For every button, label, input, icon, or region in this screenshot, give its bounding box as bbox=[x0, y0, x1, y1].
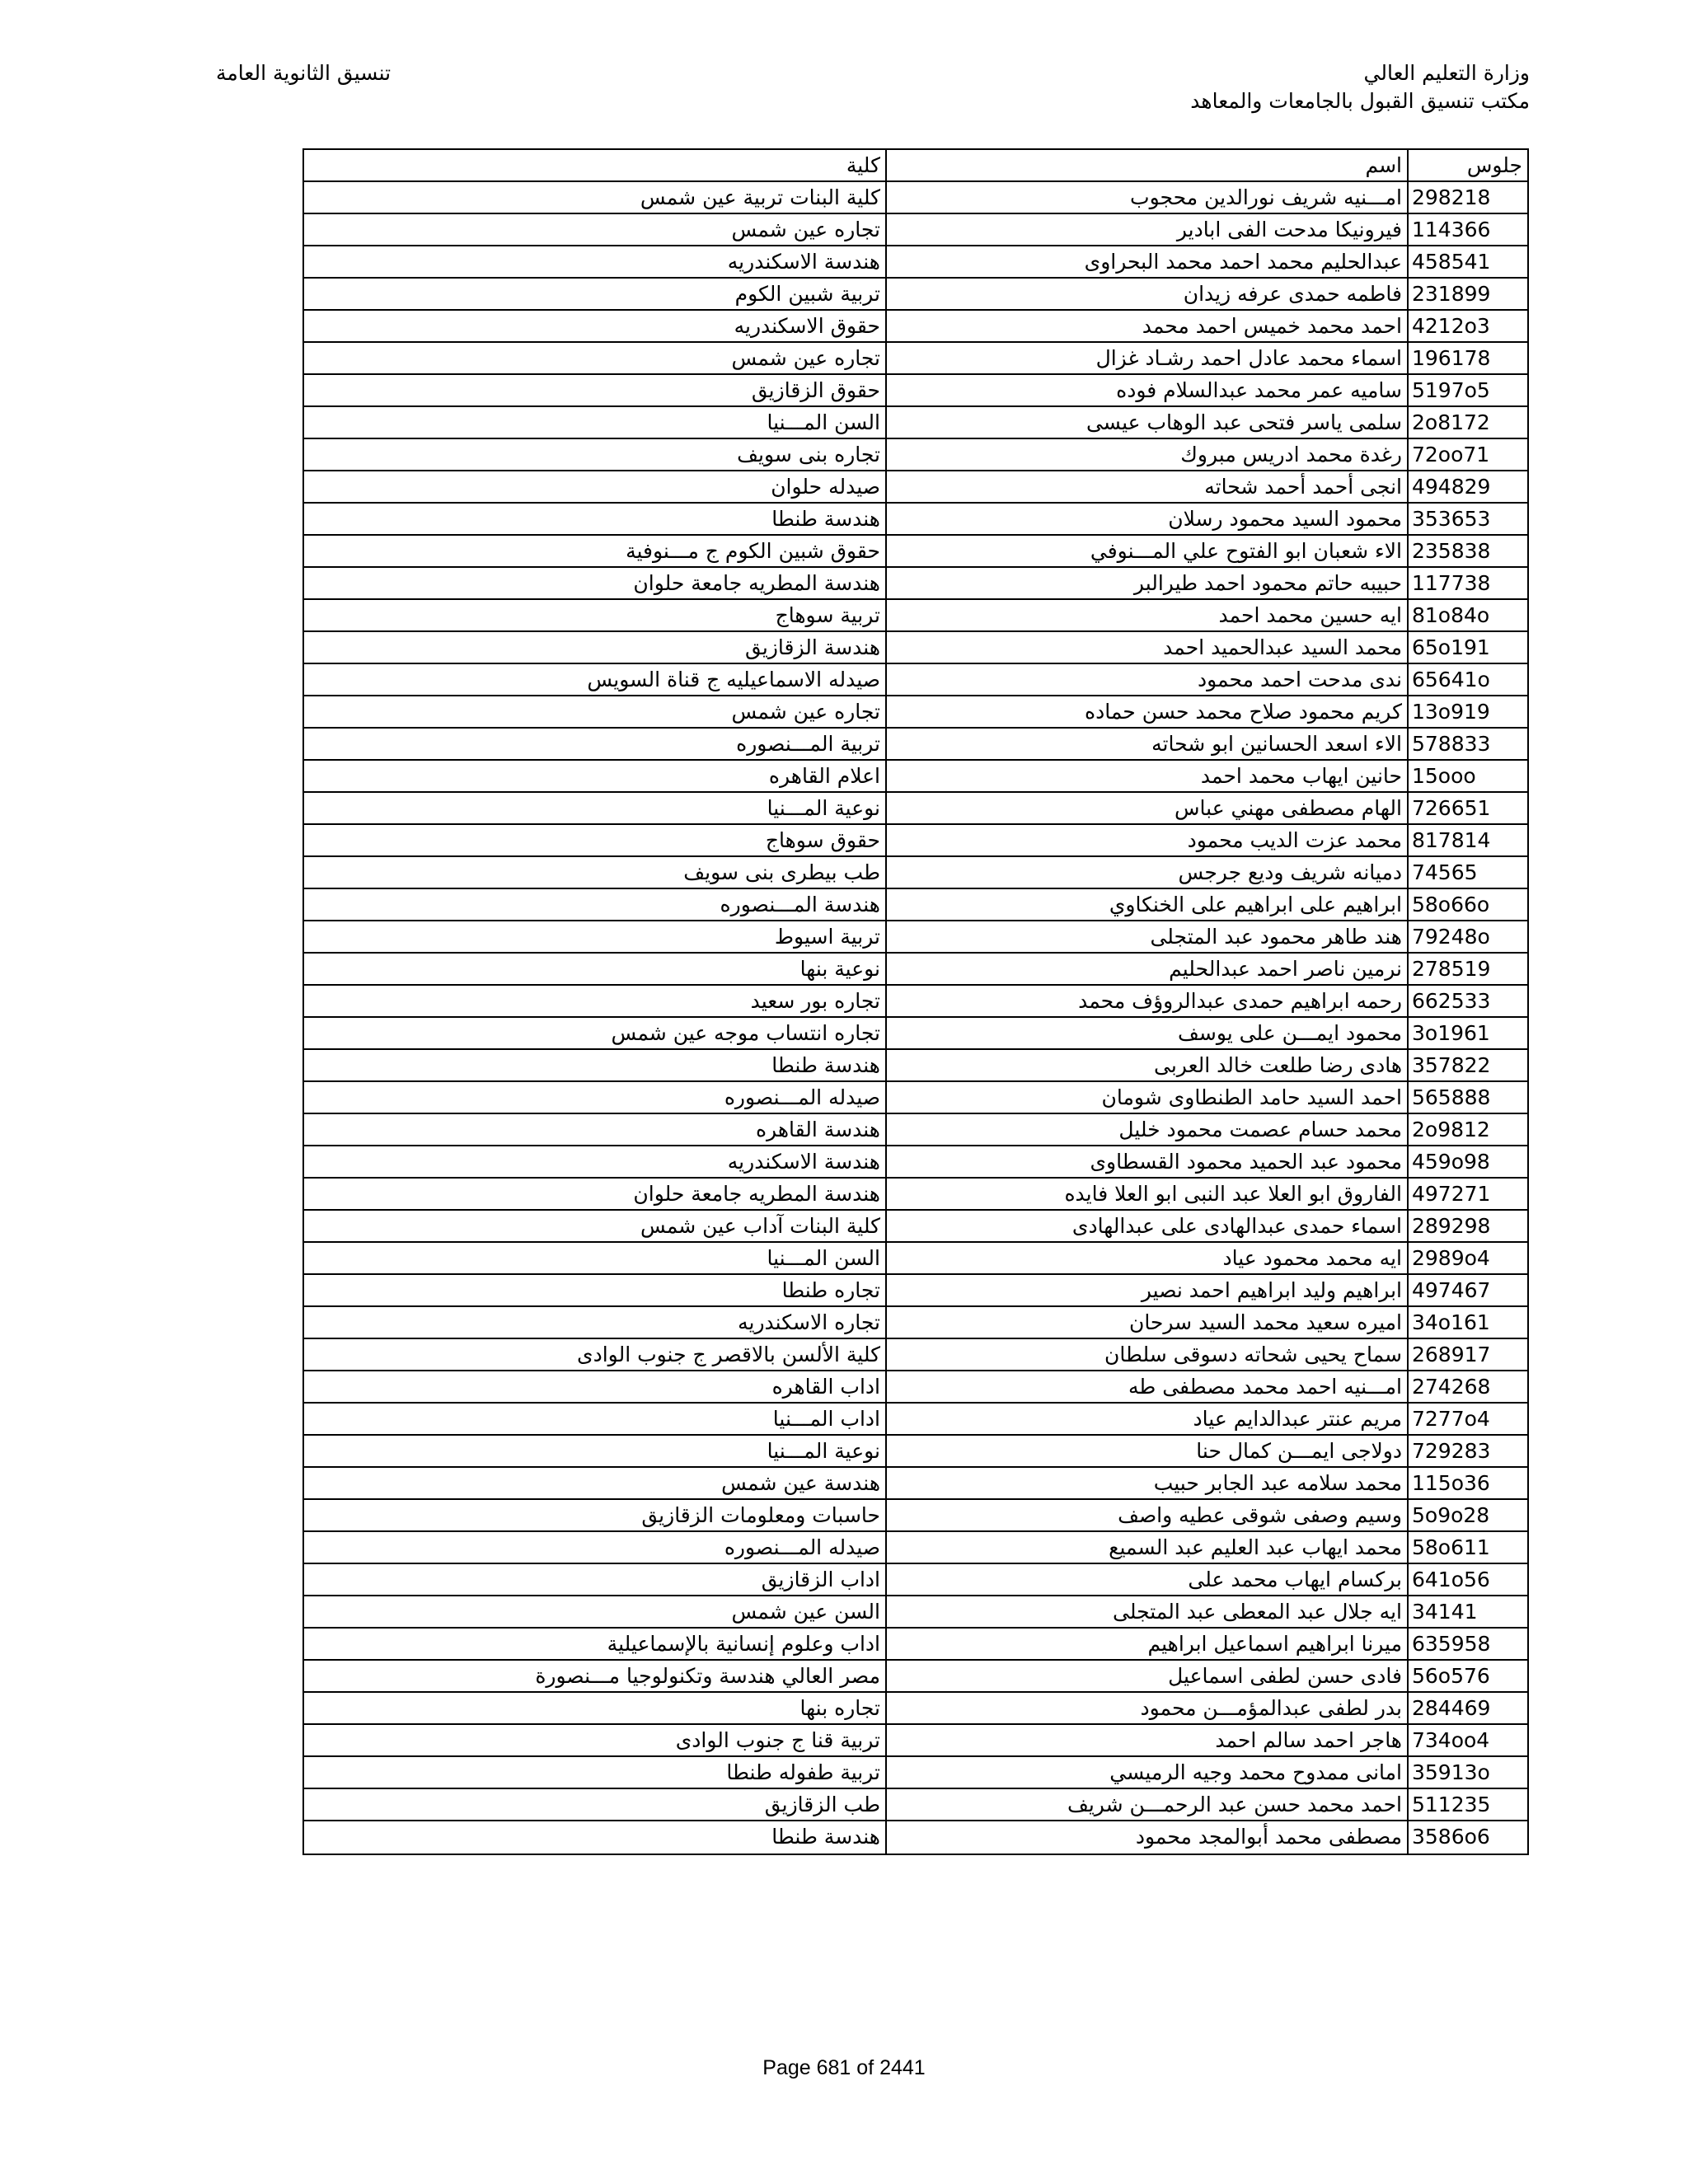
seat-cell: 458541 bbox=[1412, 250, 1491, 274]
seat-cell: 115o36 bbox=[1412, 1471, 1490, 1495]
college-cell: حاسبات ومعلومات الزقازيق bbox=[304, 1500, 887, 1530]
college-cell: تجاره عين شمس bbox=[304, 343, 887, 373]
seat-cell: 196178 bbox=[1412, 346, 1491, 370]
seat-cell: 497271 bbox=[1412, 1182, 1491, 1206]
college-cell: اداب المـــنيا bbox=[304, 1404, 887, 1434]
seat-cell: 79248o bbox=[1412, 925, 1490, 949]
name-cell: ندى مدحت احمد محمود bbox=[887, 664, 1409, 695]
college-cell: اداب الزقازيق bbox=[304, 1564, 887, 1595]
seat-cell: 565888 bbox=[1412, 1085, 1491, 1109]
name-cell: مصطفى محمد أبوالمجد محمود bbox=[887, 1821, 1409, 1854]
name-cell: امـــنيه احمد محمد مصطفى طه bbox=[887, 1371, 1409, 1402]
name-cell: ايه حسين محمد احمد bbox=[887, 600, 1409, 630]
name-cell: حبيبه حاتم محمود احمد طيرالبر bbox=[887, 568, 1409, 598]
seat-cell: 729283 bbox=[1412, 1439, 1491, 1463]
name-cell: ابراهيم وليد ابراهيم احمد نصير bbox=[887, 1275, 1409, 1305]
college-cell: تجاره بنها bbox=[304, 1693, 887, 1723]
seat-cell: 3586o6 bbox=[1412, 1825, 1490, 1849]
seat-cell: 35913o bbox=[1412, 1760, 1490, 1784]
table-row bbox=[304, 1146, 1527, 1179]
seat-cell: 15ooo bbox=[1412, 764, 1476, 788]
college-cell: صيدله الاسماعيليه ج قناة السويس bbox=[304, 664, 887, 695]
seat-cell: 726651 bbox=[1412, 796, 1491, 820]
college-cell: تربية طفوله طنطا bbox=[304, 1757, 887, 1788]
name-cell: احمد السيد حامد الطنطاوى شومان bbox=[887, 1082, 1409, 1113]
table-row bbox=[304, 1243, 1527, 1275]
college-cell: هندسة طنطا bbox=[304, 504, 887, 534]
seat-cell: 578833 bbox=[1412, 732, 1491, 756]
table-row bbox=[304, 1114, 1527, 1146]
table-row bbox=[304, 568, 1527, 600]
seat-cell: 65641o bbox=[1412, 668, 1490, 691]
seat-cell: 5197o5 bbox=[1412, 378, 1490, 402]
table-row bbox=[304, 375, 1527, 407]
college-cell: السن عين شمس bbox=[304, 1596, 887, 1627]
name-cell: ميرنا ابراهيم اسماعيل ابراهيم bbox=[887, 1629, 1409, 1659]
table-row bbox=[304, 1307, 1527, 1339]
college-cell: هندسة طنطا bbox=[304, 1821, 887, 1854]
column-header-name: اسم bbox=[887, 150, 1409, 180]
name-cell: محمود عبد الحميد محمود القسطاوى bbox=[887, 1146, 1409, 1177]
seat-cell: 34o161 bbox=[1412, 1310, 1490, 1334]
college-cell: حقوق سوهاج bbox=[304, 825, 887, 855]
college-cell: تربية المـــنصوره bbox=[304, 729, 887, 759]
table-row bbox=[304, 1179, 1527, 1211]
seat-cell: 274268 bbox=[1412, 1375, 1491, 1399]
name-cell: ابراهيم على ابراهيم على الخنكاوي bbox=[887, 889, 1409, 920]
name-cell: رغدة محمد ادريس مبروك bbox=[887, 439, 1409, 470]
table-row bbox=[304, 793, 1527, 825]
seat-cell: 231899 bbox=[1412, 282, 1491, 306]
college-cell: تجاره عين شمس bbox=[304, 214, 887, 245]
name-cell: محمد حسام عصمت محمود خليل bbox=[887, 1114, 1409, 1145]
seat-cell: 58o66o bbox=[1412, 893, 1490, 916]
table-row bbox=[304, 1661, 1527, 1693]
college-cell: نوعية المـــنيا bbox=[304, 1436, 887, 1466]
seat-cell: 662533 bbox=[1412, 989, 1491, 1013]
seat-cell: 65o191 bbox=[1412, 635, 1490, 659]
college-cell: نوعية المـــنيا bbox=[304, 793, 887, 823]
name-cell: احمد محمد حسن عبد الرحمـــن شريف bbox=[887, 1789, 1409, 1820]
college-cell: اداب وعلوم إنسانية بالإسماعيلية bbox=[304, 1629, 887, 1659]
name-cell: اميره سعيد محمد السيد سرحان bbox=[887, 1307, 1409, 1338]
table-row bbox=[304, 1404, 1527, 1436]
seat-cell: 114366 bbox=[1412, 218, 1491, 241]
column-header-seat: جلوس bbox=[1466, 153, 1522, 177]
college-cell: هندسة المـــنصوره bbox=[304, 889, 887, 920]
college-cell: هندسة القاهره bbox=[304, 1114, 887, 1145]
seat-cell: 4212o3 bbox=[1412, 314, 1490, 338]
table-row bbox=[304, 1725, 1527, 1757]
table-row bbox=[304, 986, 1527, 1018]
seat-cell: 81o84o bbox=[1412, 603, 1490, 627]
seat-cell: 459o98 bbox=[1412, 1150, 1490, 1174]
table-row bbox=[304, 471, 1527, 504]
table-row bbox=[304, 954, 1527, 986]
college-cell: طب بيطرى بنى سويف bbox=[304, 857, 887, 888]
table-row bbox=[304, 632, 1527, 664]
name-cell: نرمين ناصر احمد عبدالحليم bbox=[887, 954, 1409, 984]
seat-cell: 357822 bbox=[1412, 1053, 1491, 1077]
table-row bbox=[304, 182, 1527, 214]
table-row bbox=[304, 1789, 1527, 1821]
table-row bbox=[304, 1275, 1527, 1307]
name-cell: محمود السيد محمود رسلان bbox=[887, 504, 1409, 534]
name-cell: انجى أحمد أحمد شحاته bbox=[887, 471, 1409, 502]
college-cell: مصر العالي هندسة وتكنولوجيا مـــنصورة bbox=[304, 1661, 887, 1691]
seat-cell: 497467 bbox=[1412, 1278, 1491, 1302]
name-cell: عبدالحليم محمد احمد محمد البحراوى bbox=[887, 246, 1409, 277]
name-cell: فيرونيكا مدحت الفى ابادير bbox=[887, 214, 1409, 245]
seat-cell: 494829 bbox=[1412, 475, 1491, 499]
name-cell: مريم عنتر عبدالدايم عياد bbox=[887, 1404, 1409, 1434]
name-cell: محمد سلامه عبد الجابر حبيب bbox=[887, 1468, 1409, 1498]
name-cell: هاجر احمد سالم احمد bbox=[887, 1725, 1409, 1755]
college-cell: تجاره بور سعيد bbox=[304, 986, 887, 1016]
seat-cell: 641o56 bbox=[1412, 1568, 1490, 1591]
name-cell: الاء شعبان ابو الفتوح علي المـــنوفي bbox=[887, 536, 1409, 566]
seat-cell: 289298 bbox=[1412, 1214, 1491, 1238]
table-row bbox=[304, 1564, 1527, 1596]
seat-cell: 298218 bbox=[1412, 185, 1491, 209]
name-cell: احمد محمد خميس احمد محمد bbox=[887, 311, 1409, 341]
college-cell: كلية الألسن بالاقصر ج جنوب الوادى bbox=[304, 1339, 887, 1370]
name-cell: بدر لطفى عبدالمؤمـــن محمود bbox=[887, 1693, 1409, 1723]
table-row bbox=[304, 1693, 1527, 1725]
college-cell: تجاره انتساب موجه عين شمس bbox=[304, 1018, 887, 1048]
seat-cell: 5o9o28 bbox=[1412, 1503, 1490, 1527]
table-row bbox=[304, 1339, 1527, 1371]
table-header-row bbox=[304, 150, 1527, 182]
name-cell: ساميه عمر محمد عبدالسلام فوده bbox=[887, 375, 1409, 405]
college-cell: صيدله المـــنصوره bbox=[304, 1082, 887, 1113]
college-cell: هندسة المطريه جامعة حلوان bbox=[304, 568, 887, 598]
name-cell: الهام مصطفى مهني عباس bbox=[887, 793, 1409, 823]
college-cell: تجاره طنطا bbox=[304, 1275, 887, 1305]
name-cell: ايه محمد محمود عياد bbox=[887, 1243, 1409, 1273]
table-row bbox=[304, 1821, 1527, 1854]
college-cell: تربية شبين الكوم bbox=[304, 279, 887, 309]
seat-cell: 734oo4 bbox=[1412, 1728, 1490, 1752]
table-row bbox=[304, 1596, 1527, 1629]
college-cell: تربية سوهاج bbox=[304, 600, 887, 630]
name-cell: اسماء حمدى عبدالهادى على عبدالهادى bbox=[887, 1211, 1409, 1241]
table-row bbox=[304, 1468, 1527, 1500]
table-row bbox=[304, 536, 1527, 568]
name-cell: كريم محمود صلاح محمد حسن حماده bbox=[887, 696, 1409, 727]
name-cell: هادى رضا طلعت خالد العربى bbox=[887, 1050, 1409, 1080]
seat-cell: 2o9812 bbox=[1412, 1118, 1490, 1141]
seat-cell: 2o8172 bbox=[1412, 410, 1490, 434]
college-cell: حقوق شبين الكوم ج مـــنوفية bbox=[304, 536, 887, 566]
page-number: Page 681 of 2441 bbox=[762, 2056, 926, 2079]
table-row bbox=[304, 504, 1527, 536]
table-row bbox=[304, 343, 1527, 375]
table-row bbox=[304, 1436, 1527, 1468]
table-row bbox=[304, 1211, 1527, 1243]
name-cell: بركسام ايهاب محمد على bbox=[887, 1564, 1409, 1595]
name-cell: فادى حسن لطفى اسماعيل bbox=[887, 1661, 1409, 1691]
name-cell: دميانه شريف وديع جرجس bbox=[887, 857, 1409, 888]
table-row bbox=[304, 439, 1527, 471]
seat-cell: 117738 bbox=[1412, 571, 1491, 595]
name-cell: محمد عزت الديب محمود bbox=[887, 825, 1409, 855]
name-cell: رحمه ابراهيم حمدى عبدالروؤف محمد bbox=[887, 986, 1409, 1016]
seat-cell: 817814 bbox=[1412, 828, 1491, 852]
college-cell: تجاره الاسكندريه bbox=[304, 1307, 887, 1338]
table-row bbox=[304, 1018, 1527, 1050]
college-cell: اعلام القاهره bbox=[304, 761, 887, 791]
college-cell: نوعية بنها bbox=[304, 954, 887, 984]
seat-cell: 3o1961 bbox=[1412, 1021, 1490, 1045]
seat-cell: 278519 bbox=[1412, 957, 1491, 981]
name-cell: فاطمه حمدى عرفه زيدان bbox=[887, 279, 1409, 309]
college-cell: هندسة الاسكندريه bbox=[304, 1146, 887, 1177]
name-cell: امـــنيه شريف نورالدين محجوب bbox=[887, 182, 1409, 213]
name-cell: دولاجى ايمـــن كمال حنا bbox=[887, 1436, 1409, 1466]
college-cell: كلية البنات آداب عين شمس bbox=[304, 1211, 887, 1241]
table-row bbox=[304, 1757, 1527, 1789]
table-row bbox=[304, 889, 1527, 921]
seat-cell: 353653 bbox=[1412, 507, 1491, 531]
table-row bbox=[304, 761, 1527, 793]
college-cell: اداب القاهره bbox=[304, 1371, 887, 1402]
name-cell: هند طاهر محمود عبد المتجلى bbox=[887, 921, 1409, 952]
name-cell: سلمى ياسر فتحى عبد الوهاب عيسى bbox=[887, 407, 1409, 438]
name-cell: اسماء محمد عادل احمد رشـاد غزال bbox=[887, 343, 1409, 373]
college-cell: حقوق الزقازيق bbox=[304, 375, 887, 405]
seat-cell: 58o611 bbox=[1412, 1535, 1490, 1559]
seat-cell: 2989o4 bbox=[1412, 1246, 1490, 1270]
name-cell: وسيم وصفى شوقى عطيه واصف bbox=[887, 1500, 1409, 1530]
college-cell: هندسة الاسكندريه bbox=[304, 246, 887, 277]
college-cell: طب الزقازيق bbox=[304, 1789, 887, 1820]
college-cell: هندسة الزقازيق bbox=[304, 632, 887, 663]
table-row bbox=[304, 1629, 1527, 1661]
college-cell: تربية اسيوط bbox=[304, 921, 887, 952]
table-row bbox=[304, 696, 1527, 729]
seat-cell: 74565 bbox=[1412, 860, 1478, 884]
seat-cell: 635958 bbox=[1412, 1632, 1491, 1656]
college-cell: تجاره بنى سويف bbox=[304, 439, 887, 470]
college-cell: صيدله المـــنصوره bbox=[304, 1532, 887, 1563]
college-cell: كلية البنات تربية عين شمس bbox=[304, 182, 887, 213]
college-cell: السن المـــنيا bbox=[304, 407, 887, 438]
table-row bbox=[304, 1082, 1527, 1114]
name-cell: امانى ممدوح محمد وجيه الرميسي bbox=[887, 1757, 1409, 1788]
college-cell: هندسة طنطا bbox=[304, 1050, 887, 1080]
seat-cell: 284469 bbox=[1412, 1696, 1491, 1720]
college-cell: تربية قنا ج جنوب الوادى bbox=[304, 1725, 887, 1755]
college-cell: هندسة المطريه جامعة حلوان bbox=[304, 1179, 887, 1209]
results-table bbox=[302, 148, 1529, 1855]
college-cell: حقوق الاسكندريه bbox=[304, 311, 887, 341]
college-cell: هندسة عين شمس bbox=[304, 1468, 887, 1498]
table-row bbox=[304, 857, 1527, 889]
coordination-title: تنسيق الثانوية العامة bbox=[216, 61, 392, 85]
name-cell: محمد ايهاب عبد العليم عبد السميع bbox=[887, 1532, 1409, 1563]
office-title: مكتب تنسيق القبول بالجامعات والمعاهد bbox=[1190, 89, 1530, 113]
name-cell: ايه جلال عبد المعطى عبد المتجلى bbox=[887, 1596, 1409, 1627]
college-cell: السن المـــنيا bbox=[304, 1243, 887, 1273]
table-row bbox=[304, 1371, 1527, 1404]
name-cell: محمد السيد عبدالحميد احمد bbox=[887, 632, 1409, 663]
seat-cell: 56o576 bbox=[1412, 1664, 1490, 1688]
table-row bbox=[304, 664, 1527, 696]
table-row bbox=[304, 600, 1527, 632]
table-row bbox=[304, 921, 1527, 954]
name-cell: الاء اسعد الحسانين ابو شحاته bbox=[887, 729, 1409, 759]
college-cell: صيدله حلوان bbox=[304, 471, 887, 502]
table-row bbox=[304, 1532, 1527, 1564]
seat-cell: 268917 bbox=[1412, 1343, 1491, 1366]
ministry-title: وزارة التعليم العالي bbox=[1363, 61, 1530, 85]
name-cell: حانين ايهاب محمد احمد bbox=[887, 761, 1409, 791]
table-row bbox=[304, 1050, 1527, 1082]
table-row bbox=[304, 279, 1527, 311]
table-row bbox=[304, 729, 1527, 761]
seat-cell: 34141 bbox=[1412, 1600, 1478, 1624]
seat-cell: 511235 bbox=[1412, 1793, 1491, 1816]
table-row bbox=[304, 825, 1527, 857]
seat-cell: 72oo71 bbox=[1412, 443, 1490, 466]
table-row bbox=[304, 1500, 1527, 1532]
seat-cell: 7277o4 bbox=[1412, 1407, 1490, 1431]
seat-cell: 13o919 bbox=[1412, 700, 1490, 724]
name-cell: محمود ايمـــن على يوسف bbox=[887, 1018, 1409, 1048]
name-cell: سماح يحيى شحاته دسوقى سلطان bbox=[887, 1339, 1409, 1370]
table-row bbox=[304, 246, 1527, 279]
college-cell: تجاره عين شمس bbox=[304, 696, 887, 727]
table-row bbox=[304, 214, 1527, 246]
table-row bbox=[304, 311, 1527, 343]
column-header-college: كلية bbox=[304, 150, 887, 180]
header-ministry-block bbox=[1190, 59, 1530, 115]
name-cell: الفاروق ابو العلا عبد النبى ابو العلا فايده bbox=[887, 1179, 1409, 1209]
table-row bbox=[304, 407, 1527, 439]
seat-cell: 235838 bbox=[1412, 539, 1491, 563]
